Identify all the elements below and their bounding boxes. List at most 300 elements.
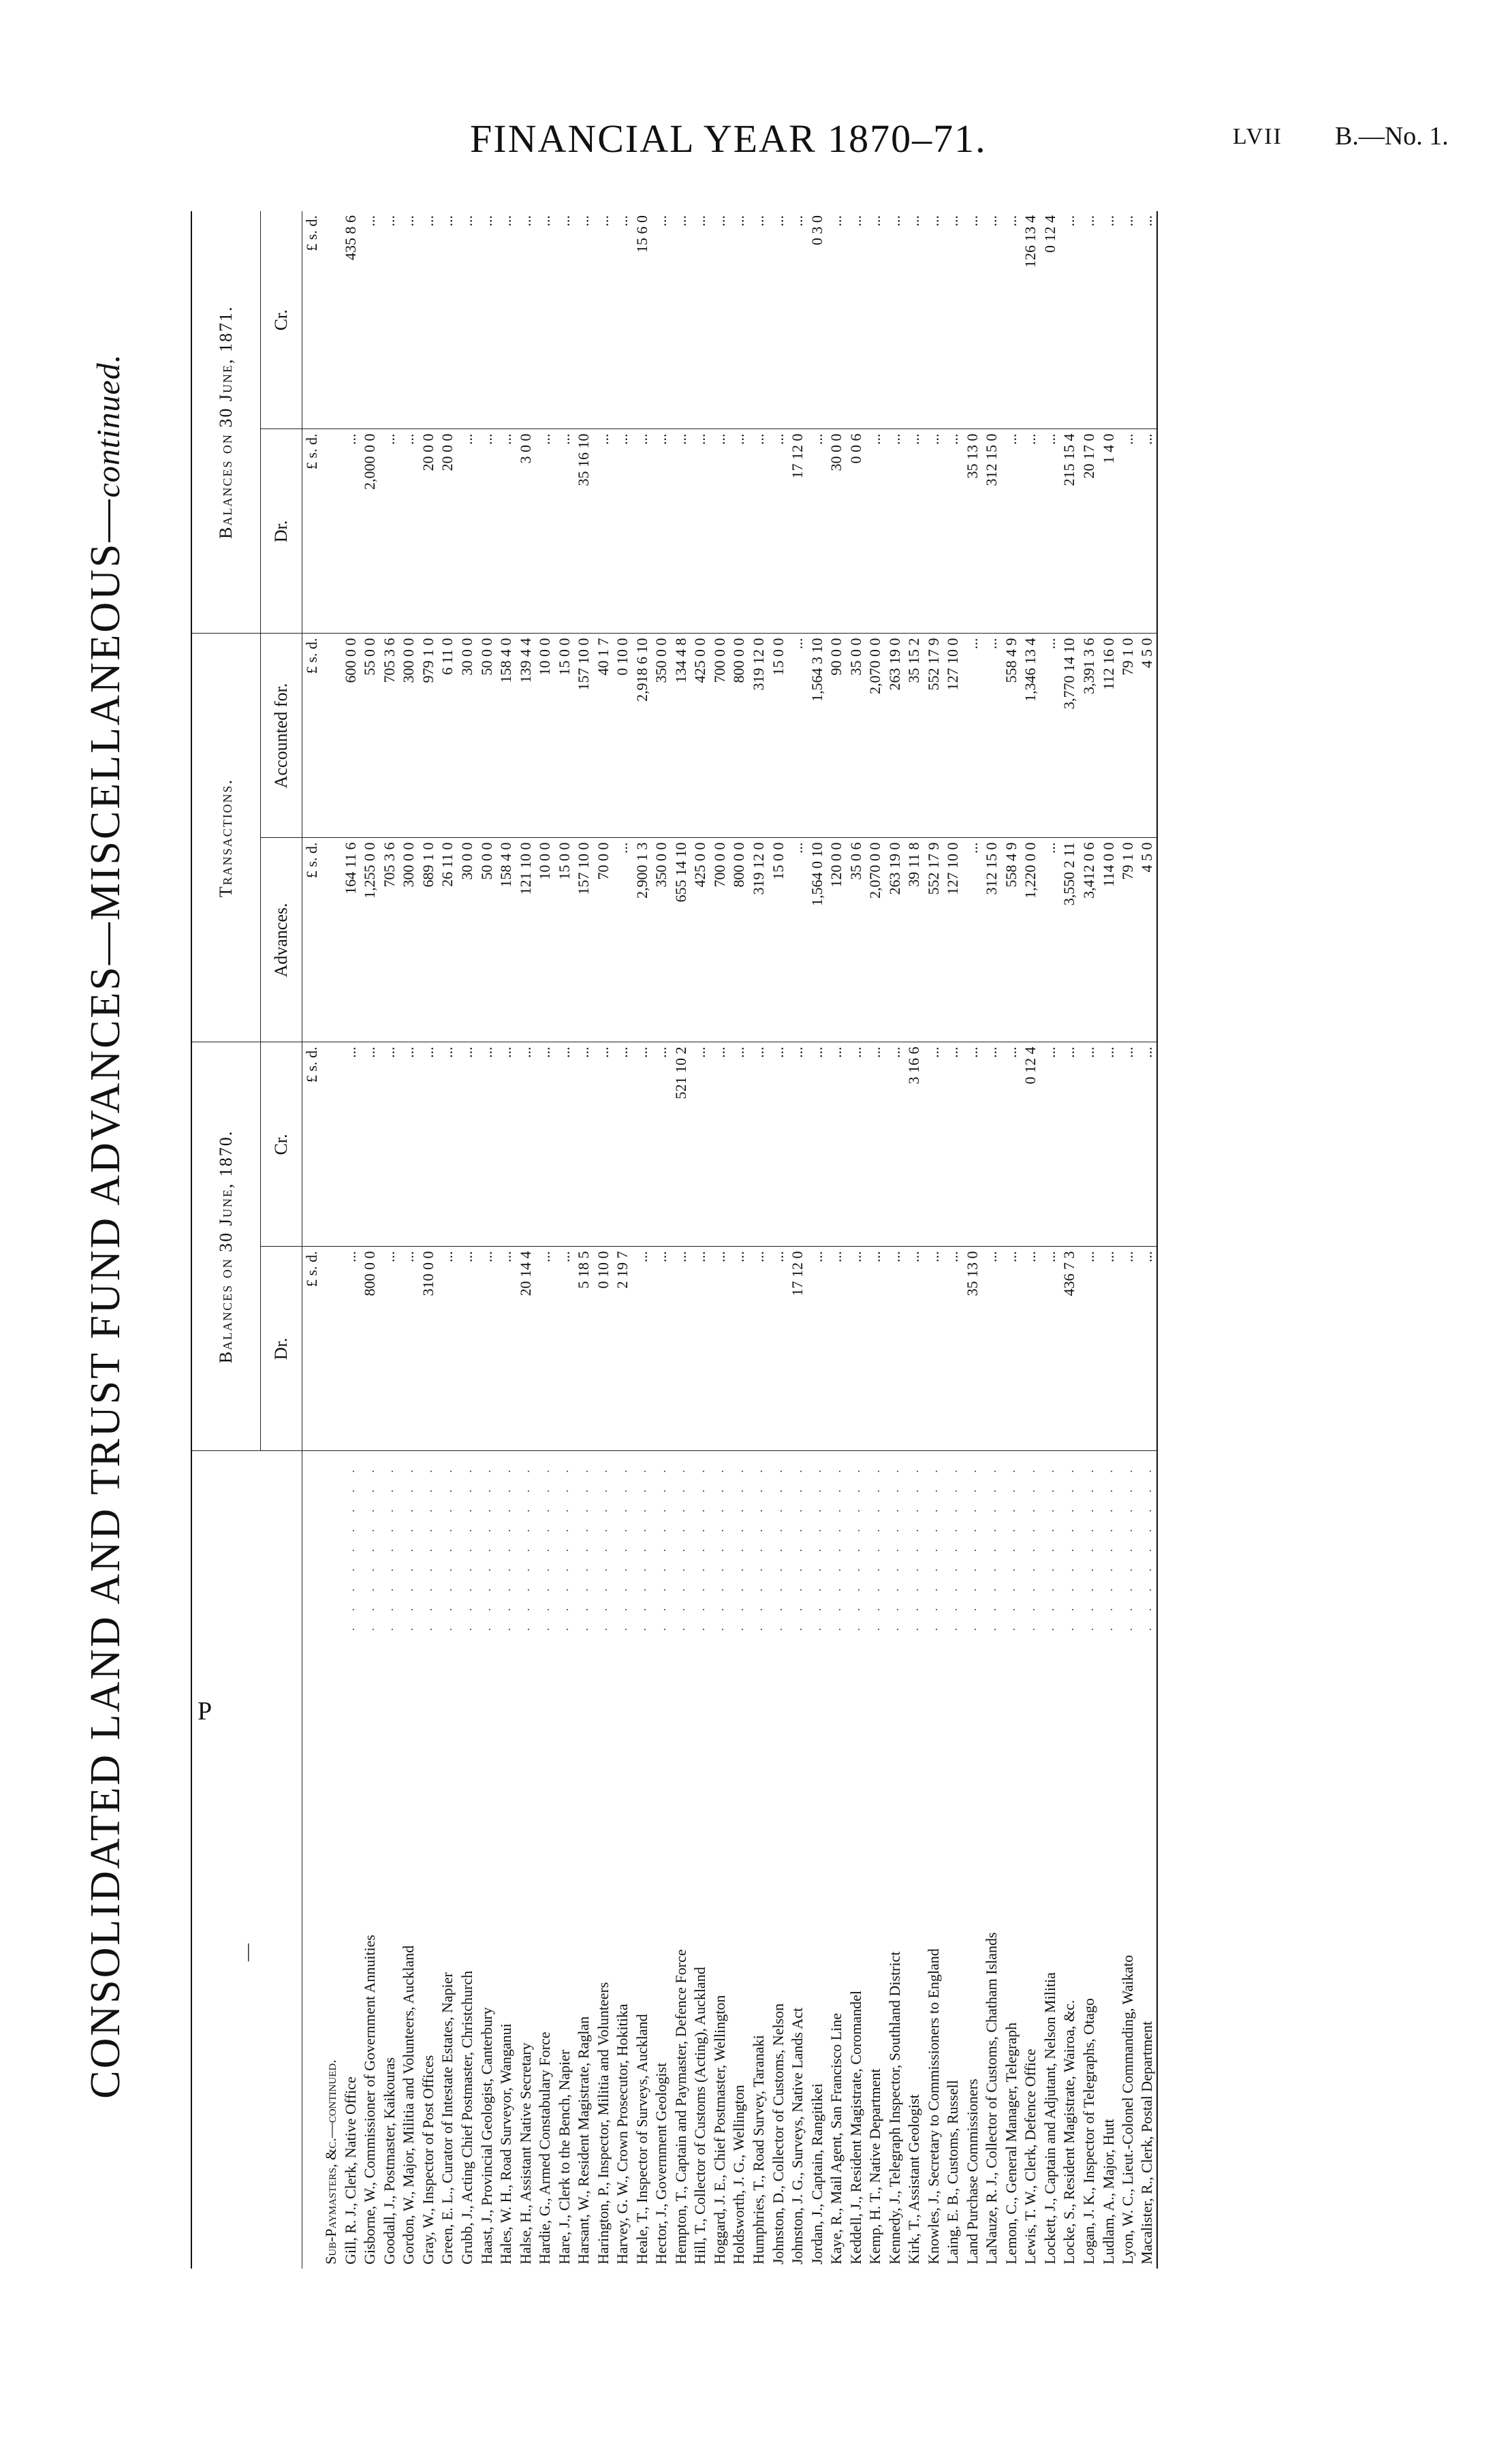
- cr-1871-cell: ...: [768, 211, 788, 429]
- table-row: [885, 211, 904, 2269]
- accounted-cell: 300 0 0: [399, 634, 419, 838]
- cr-1870-cell: ...: [497, 1042, 516, 1247]
- advances-cell: 158 4 0: [497, 838, 516, 1042]
- leader-dots: . . . . . . . . .: [1004, 1463, 1018, 1631]
- table-row: [749, 211, 769, 2269]
- leader-dots: . . . . . . . . .: [790, 1463, 804, 1631]
- advances-cell: 705 3 6: [380, 838, 400, 1042]
- cr-1870-cell: 0 12 4: [1021, 1042, 1041, 1247]
- leader-dots: . . . . . . . . .: [615, 1463, 629, 1631]
- leader-dots: . . . . . . . . .: [518, 1463, 533, 1631]
- table-row: [924, 211, 944, 2269]
- cr-1871-cell: ...: [593, 211, 613, 429]
- accounted-cell: 705 3 6: [380, 634, 400, 838]
- dr-1870-cell: ...: [943, 1247, 963, 1451]
- dr-1871-cell: ...: [341, 429, 361, 634]
- row-name: Jordan, J., Captain, Rangitikei: [808, 2083, 825, 2264]
- dr-1871-cell: 30 0 0: [827, 429, 847, 634]
- dr-1871-cell: ...: [1021, 429, 1041, 634]
- table-row: [1137, 211, 1157, 2269]
- dr-1871-cell: ...: [691, 429, 710, 634]
- cr-1870-cell: ...: [1137, 1042, 1157, 1247]
- cr-1871-cell: ...: [438, 211, 458, 429]
- dr-1870-cell: ...: [554, 1247, 574, 1451]
- dr-1870-cell: 436 7 3: [1060, 1247, 1080, 1451]
- dr-1870-cell: 5 18 5: [574, 1247, 594, 1451]
- row-name: Harington, P., Inspector, Militia and Volunteers: [594, 1982, 612, 2264]
- cr-1871-cell: ...: [1002, 211, 1022, 429]
- cr-1870-cell: ...: [827, 1042, 847, 1247]
- leader-dots: . . . . . . . . .: [479, 1463, 494, 1631]
- advances-cell: 120 0 0: [827, 838, 847, 1042]
- cr-1870-cell: ...: [924, 1042, 944, 1247]
- advances-cell: 655 14 10: [672, 838, 691, 1042]
- leader-dots: . . . . . . . . .: [1043, 1463, 1057, 1631]
- cr-1871-cell: ...: [866, 211, 885, 429]
- accounted-cell: 558 4 9: [1002, 634, 1022, 838]
- cr-1871-cell: ...: [419, 211, 439, 429]
- section-row: [321, 211, 341, 2269]
- dr-1870-cell: ...: [827, 1247, 847, 1451]
- cr-1870-cell: ...: [982, 1042, 1002, 1247]
- cr-1871-cell: ...: [574, 211, 594, 429]
- accounted-cell: 1,346 13 4: [1021, 634, 1041, 838]
- accounted-cell: 800 0 0: [729, 634, 749, 838]
- accounted-cell: 40 1 7: [593, 634, 613, 838]
- dr-1871-cell: ...: [554, 429, 574, 634]
- cr-1871-cell: ...: [1118, 211, 1138, 429]
- advances-cell: 114 0 0: [1099, 838, 1118, 1042]
- leader-dots: . . . . . . . . .: [674, 1463, 688, 1631]
- table-row: [1021, 211, 1041, 2269]
- advances-cell: 15 0 0: [554, 838, 574, 1042]
- cr-1870-cell: ...: [399, 1042, 419, 1247]
- cr-1870-cell: ...: [729, 1042, 749, 1247]
- leader-dots: . . . . . . . . .: [557, 1463, 571, 1631]
- cr-1871-cell: ...: [672, 211, 691, 429]
- table-row: [399, 211, 419, 2269]
- table-row: [807, 211, 827, 2269]
- leader-dots: . . . . . . . . .: [1023, 1463, 1037, 1631]
- row-name: Logan, J. K., Inspector of Telegraphs, Otago: [1080, 1998, 1098, 2264]
- accounted-cell: 139 4 4: [516, 634, 535, 838]
- dr-1870-cell: 310 0 0: [419, 1247, 439, 1451]
- dr-1870-cell: ...: [904, 1247, 924, 1451]
- advances-cell: 164 11 6: [341, 838, 361, 1042]
- accounted-cell: 700 0 0: [710, 634, 730, 838]
- table-row: [866, 211, 885, 2269]
- dr-1871-cell: ...: [768, 429, 788, 634]
- dr-1870-cell: ...: [807, 1247, 827, 1451]
- signature-mark: P: [198, 1697, 212, 1726]
- leader-dots: . . . . . . . . .: [421, 1463, 435, 1631]
- dr-1871-cell: 35 13 0: [963, 429, 983, 634]
- cr-1871-cell: 0 12 4: [1041, 211, 1060, 429]
- cr-1871-cell: 0 3 0: [807, 211, 827, 429]
- table-row: [1060, 211, 1080, 2269]
- dr-1871-cell: ...: [1137, 429, 1157, 634]
- name-column-header: —: [191, 1635, 302, 2269]
- cr-1870-cell: ...: [613, 1042, 633, 1247]
- row-name: Holdsworth, J. G., Wellington: [730, 2085, 748, 2264]
- dr-1870-cell: ...: [477, 1247, 497, 1451]
- cr-1870-cell: ...: [516, 1042, 535, 1247]
- leader-dots: . . . . . . . . .: [499, 1463, 513, 1631]
- accounted-cell: 2,918 6 10: [633, 634, 652, 838]
- advances-cell: 26 11 0: [438, 838, 458, 1042]
- accounted-cell: ...: [1041, 634, 1060, 838]
- dr-1870-cell: ...: [438, 1247, 458, 1451]
- table-row: [846, 211, 866, 2269]
- table-row: [1099, 211, 1118, 2269]
- table-row: [516, 211, 535, 2269]
- cr-1871-cell: ...: [729, 211, 749, 429]
- dr-1871-cell: 0 0 6: [846, 429, 866, 634]
- row-name: LaNauze, R. J., Collector of Customs, Chatham Islands: [983, 1932, 1001, 2264]
- accounted-cell: 15 0 0: [768, 634, 788, 838]
- table-row: [419, 211, 439, 2269]
- dr-1870-cell: ...: [1137, 1247, 1157, 1451]
- accounted-cell: ...: [963, 634, 983, 838]
- leader-dots: . . . . . . . . .: [537, 1463, 552, 1631]
- dr-1870-cell: 35 13 0: [963, 1247, 983, 1451]
- advances-cell: 700 0 0: [710, 838, 730, 1042]
- cr-1870-cell: ...: [458, 1042, 477, 1247]
- advances-cell: ...: [1041, 838, 1060, 1042]
- accounted-cell: 1,564 3 10: [807, 634, 827, 838]
- accounted-cell: 90 0 0: [827, 634, 847, 838]
- row-name: Gisborne, W., Commissioner of Government Annuities: [361, 1935, 379, 2264]
- dr-1871-cell: ...: [885, 429, 904, 634]
- cr-1870-cell: ...: [593, 1042, 613, 1247]
- cr-1870-cell: ...: [943, 1042, 963, 1247]
- accounted-cell: 10 0 0: [535, 634, 555, 838]
- advances-cell: 319 12 0: [749, 838, 769, 1042]
- cr-1871-cell: ...: [885, 211, 904, 429]
- leader-dots: . . . . . . . . .: [460, 1463, 474, 1631]
- table-row: [535, 211, 555, 2269]
- cr-1871-cell: ...: [399, 211, 419, 429]
- table-row: [729, 211, 749, 2269]
- row-name: Lewis, T. W., Clerk, Defence Office: [1022, 2048, 1039, 2264]
- dr-1871-cell: ...: [477, 429, 497, 634]
- leader-dots: . . . . . . . . .: [731, 1463, 746, 1631]
- dr-1871-cell: 3 0 0: [516, 429, 535, 634]
- dr-1870-cell: ...: [672, 1247, 691, 1451]
- page-title: FINANCIAL YEAR 1870–71.: [470, 116, 987, 161]
- table-row: [380, 211, 400, 2269]
- cr-1871-cell: 126 13 4: [1021, 211, 1041, 429]
- row-name: Land Purchase Commissioners: [963, 2078, 981, 2264]
- cr-1870-cell: ...: [749, 1042, 769, 1247]
- leader-dots: . . . . . . . . .: [401, 1463, 415, 1631]
- advances-cell: 2,070 0 0: [866, 838, 885, 1042]
- row-name: Kirk, T., Assistant Geologist: [905, 2094, 923, 2264]
- row-name: Laing, E. B., Customs, Russell: [944, 2080, 962, 2264]
- cr-1871-cell: 435 8 6: [341, 211, 361, 429]
- ledger-table: [191, 211, 1158, 2269]
- row-name: Harvey, G. W., Crown Prosecutor, Hokitika: [614, 2004, 631, 2264]
- table-row: [904, 211, 924, 2269]
- dr-1870-cell: ...: [1118, 1247, 1138, 1451]
- leader-dots: . . . . . . . . .: [1120, 1463, 1135, 1631]
- row-name: Lyon, W. C., Lieut.-Colonel Commanding, Waikato: [1119, 1954, 1137, 2264]
- dr-1870-cell: ...: [458, 1247, 477, 1451]
- row-name: Heale, T., Inspector of Surveys, Auckland: [633, 2014, 650, 2264]
- leader-dots: . . . . . . . . .: [654, 1463, 668, 1631]
- advances-cell: 157 10 0: [574, 838, 594, 1042]
- table-row: [1041, 211, 1060, 2269]
- dr-1870-cell: ...: [399, 1247, 419, 1451]
- row-name: Macalister, R., Clerk, Postal Department: [1138, 2021, 1156, 2264]
- table-row: [458, 211, 477, 2269]
- advances-cell: 4 5 0: [1137, 838, 1157, 1042]
- advances-cell: 3,412 0 6: [1080, 838, 1099, 1042]
- dr-1871-cell: 1 4 0: [1099, 429, 1118, 634]
- accounted-cell: 6 11 0: [438, 634, 458, 838]
- cr-1871-cell: ...: [477, 211, 497, 429]
- dr-1871-cell: 20 17 0: [1080, 429, 1099, 634]
- dr-1871-cell: 312 15 0: [982, 429, 1002, 634]
- accounted-cell: 30 0 0: [458, 634, 477, 838]
- accounted-cell: 50 0 0: [477, 634, 497, 838]
- cr-1870-header: Cr.: [261, 1042, 302, 1247]
- dr-1870-cell: 800 0 0: [360, 1247, 380, 1451]
- advances-cell: 30 0 0: [458, 838, 477, 1042]
- row-name: Hempton, T., Captain and Paymaster, Defence Force: [672, 1949, 689, 2264]
- dr-1870-cell: ...: [691, 1247, 710, 1451]
- dr-1870-cell: ...: [1041, 1247, 1060, 1451]
- accounted-cell: 4 5 0: [1137, 634, 1157, 838]
- accounted-cell: 0 10 0: [613, 634, 633, 838]
- table-title-suffix: continued.: [91, 354, 127, 498]
- cr-1871-cell: 15 6 0: [633, 211, 652, 429]
- cr-1870-cell: ...: [885, 1042, 904, 1247]
- currency-label: £ s. d.: [302, 1247, 322, 1451]
- leader-dots: . . . . . . . . .: [926, 1463, 941, 1631]
- accounted-cell: 15 0 0: [554, 634, 574, 838]
- cr-1870-cell: ...: [633, 1042, 652, 1247]
- dr-1871-cell: ...: [943, 429, 963, 634]
- leader-dots: . . . . . . . . .: [1139, 1463, 1154, 1631]
- cr-1871-cell: ...: [846, 211, 866, 429]
- dr-1870-cell: ...: [885, 1247, 904, 1451]
- leader-dots: . . . . . . . . .: [887, 1463, 902, 1631]
- table-title: [82, 163, 129, 2289]
- cr-1870-cell: ...: [574, 1042, 594, 1247]
- accounted-cell: 263 19 0: [885, 634, 904, 838]
- dr-1871-cell: ...: [535, 429, 555, 634]
- row-name: Keddell, J., Resident Magistrate, Coromandel: [847, 1990, 864, 2264]
- cr-1871-cell: ...: [458, 211, 477, 429]
- cr-1871-cell: ...: [963, 211, 983, 429]
- cr-1870-cell: ...: [419, 1042, 439, 1247]
- accounted-cell: 600 0 0: [341, 634, 361, 838]
- accounted-cell: 158 4 0: [497, 634, 516, 838]
- leader-dots: . . . . . . . . .: [596, 1463, 610, 1631]
- advances-cell: 2,900 1 3: [633, 838, 652, 1042]
- row-name: Lockett, J., Captain and Adjutant, Nelson Militia: [1041, 1972, 1058, 2264]
- dr-1871-cell: ...: [1002, 429, 1022, 634]
- cr-1870-cell: ...: [963, 1042, 983, 1247]
- cr-1871-cell: ...: [360, 211, 380, 429]
- table-row: [633, 211, 652, 2269]
- currency-label: £ s. d.: [302, 1042, 322, 1247]
- dr-1871-cell: ...: [710, 429, 730, 634]
- dr-1871-cell: ...: [807, 429, 827, 634]
- advances-cell: 1,220 0 0: [1021, 838, 1041, 1042]
- table-row: [554, 211, 574, 2269]
- dr-1870-cell: ...: [497, 1247, 516, 1451]
- accounted-cell: 350 0 0: [652, 634, 672, 838]
- cr-1871-cell: ...: [1099, 211, 1118, 429]
- leader-dots: . . . . . . . . .: [1082, 1463, 1096, 1631]
- dr-1870-cell: ...: [729, 1247, 749, 1451]
- rotated-table-block: [82, 163, 1253, 2289]
- table-title-main: CONSOLIDATED LAND AND TRUST FUND ADVANCES—MISCELLANEOUS—: [82, 497, 129, 2099]
- cr-1870-cell: ...: [691, 1042, 710, 1247]
- dr-1871-cell: 20 0 0: [438, 429, 458, 634]
- dr-1871-cell: ...: [1118, 429, 1138, 634]
- dr-1870-cell: ...: [380, 1247, 400, 1451]
- accounted-cell: 112 16 0: [1099, 634, 1118, 838]
- table-row: [593, 211, 613, 2269]
- cr-1871-cell: ...: [1137, 211, 1157, 429]
- dr-1871-cell: ...: [652, 429, 672, 634]
- leader-dots: . . . . . . . . .: [693, 1463, 707, 1631]
- dr-1870-cell: ...: [924, 1247, 944, 1451]
- page-number: LVII: [1233, 124, 1282, 149]
- dr-1870-cell: ...: [982, 1247, 1002, 1451]
- dr-1871-cell: ...: [749, 429, 769, 634]
- dr-1870-cell: ...: [341, 1247, 361, 1451]
- row-name: Hardie, G., Armed Constabulary Force: [536, 2031, 554, 2264]
- table-row: [497, 211, 516, 2269]
- cr-1870-cell: ...: [710, 1042, 730, 1247]
- row-name: Gordon, W., Major, Militia and Volunteers, Auckland: [400, 1945, 418, 2264]
- cr-1871-cell: ...: [691, 211, 710, 429]
- table-row: [477, 211, 497, 2269]
- cr-1871-cell: ...: [943, 211, 963, 429]
- dr-1870-cell: 20 14 4: [516, 1247, 535, 1451]
- leader-dots: . . . . . . . . .: [712, 1463, 727, 1631]
- paper-reference: B.—No. 1.: [1335, 122, 1449, 151]
- row-name: Kennedy, J., Telegraph Inspector, Southland District: [885, 1951, 903, 2264]
- cr-1871-cell: ...: [710, 211, 730, 429]
- row-name: Hill, T., Collector of Customs (Acting), Auckland: [691, 1967, 709, 2264]
- advances-cell: 552 17 9: [924, 838, 944, 1042]
- advances-cell: 425 0 0: [691, 838, 710, 1042]
- dr-1871-cell: ...: [633, 429, 652, 634]
- row-name: Halse, H., Assistant Native Secretary: [516, 2042, 534, 2264]
- cr-1871-cell: ...: [652, 211, 672, 429]
- table-row: [438, 211, 458, 2269]
- row-name: Johnston, D., Collector of Customs, Nelson: [769, 2003, 787, 2264]
- advances-cell: 39 11 8: [904, 838, 924, 1042]
- dr-1870-cell: ...: [846, 1247, 866, 1451]
- dr-1870-cell: ...: [749, 1247, 769, 1451]
- currency-label: £ s. d.: [302, 838, 322, 1042]
- leader-dots: . . . . . . . . .: [984, 1463, 998, 1631]
- row-name: Grubb, J., Acting Chief Postmaster, Christchurch: [458, 1970, 476, 2264]
- leader-column-header: [191, 1451, 302, 1635]
- accounted-cell: 127 10 0: [943, 634, 963, 838]
- dr-1870-cell: ...: [1099, 1247, 1118, 1451]
- cr-1870-cell: ...: [1060, 1042, 1080, 1247]
- row-name: Gill, R. J., Clerk, Native Office: [341, 2076, 359, 2264]
- accounted-cell: 157 10 0: [574, 634, 594, 838]
- leader-dots: . . . . . . . . .: [771, 1463, 785, 1631]
- leader-dots: . . . . . . . . .: [965, 1463, 979, 1631]
- dr-1870-cell: ...: [1021, 1247, 1041, 1451]
- advances-header: Advances.: [261, 838, 302, 1042]
- advances-cell: 35 0 6: [846, 838, 866, 1042]
- dr-1871-cell: ...: [593, 429, 613, 634]
- cr-1871-cell: ...: [788, 211, 808, 429]
- row-name: Knowles, J., Secretary to Commissioners to England: [924, 1948, 942, 2264]
- dr-1870-cell: ...: [652, 1247, 672, 1451]
- cr-1870-cell: ...: [380, 1042, 400, 1247]
- row-name: Hales, W. H., Road Surveyor, Wanganui: [497, 2023, 515, 2264]
- cr-1870-cell: ...: [1002, 1042, 1022, 1247]
- leader-dots: . . . . . . . . .: [1101, 1463, 1116, 1631]
- advances-cell: ...: [963, 838, 983, 1042]
- balances-1871-header: Balances on 30 June, 1871.: [191, 211, 261, 634]
- advances-cell: 79 1 0: [1118, 838, 1138, 1042]
- leader-dots: . . . . . . . . .: [829, 1463, 843, 1631]
- row-name: Green, E. L., Curator of Intestate Estates, Napier: [439, 1972, 456, 2264]
- dr-1871-header: Dr.: [261, 429, 302, 634]
- dr-1870-cell: 0 10 0: [593, 1247, 613, 1451]
- cr-1871-cell: ...: [1060, 211, 1080, 429]
- cr-1870-cell: ...: [360, 1042, 380, 1247]
- cr-1870-cell: ...: [554, 1042, 574, 1247]
- dr-1871-cell: 35 16 10: [574, 429, 594, 634]
- advances-cell: 312 15 0: [982, 838, 1002, 1042]
- table-row: [341, 211, 361, 2269]
- table-row: [943, 211, 963, 2269]
- cr-1871-cell: ...: [535, 211, 555, 429]
- accounted-cell: 35 15 2: [904, 634, 924, 838]
- dr-1871-cell: 20 0 0: [419, 429, 439, 634]
- cr-1871-cell: ...: [613, 211, 633, 429]
- row-name: Johnston, J. G., Surveys, Native Lands Act: [789, 2007, 806, 2264]
- dr-1870-cell: ...: [710, 1247, 730, 1451]
- advances-cell: 10 0 0: [535, 838, 555, 1042]
- dr-1871-cell: ...: [729, 429, 749, 634]
- leader-dots: . . . . . . . . .: [362, 1463, 377, 1631]
- accounted-cell: ...: [982, 634, 1002, 838]
- advances-cell: 70 0 0: [593, 838, 613, 1042]
- cr-1870-cell: ...: [1041, 1042, 1060, 1247]
- row-name: Goodall, J., Postmaster, Kaikouras: [380, 2057, 398, 2264]
- cr-1870-cell: ...: [535, 1042, 555, 1247]
- leader-dots: . . . . . . . . .: [945, 1463, 960, 1631]
- table-row: [672, 211, 691, 2269]
- row-name: Locke, S., Resident Magistrate, Wairoa, &c.: [1060, 1999, 1078, 2264]
- accounted-cell: 3,391 3 6: [1080, 634, 1099, 838]
- row-name: Kemp, H. T., Native Department: [866, 2068, 884, 2264]
- page-header: [0, 109, 1512, 163]
- advances-cell: ...: [788, 838, 808, 1042]
- accounted-cell: 79 1 0: [1118, 634, 1138, 838]
- table-row: [613, 211, 633, 2269]
- table-row: [1118, 211, 1138, 2269]
- cr-1870-cell: ...: [652, 1042, 672, 1247]
- currency-row: [302, 211, 322, 2269]
- table-row: [1080, 211, 1099, 2269]
- cr-1871-cell: ...: [497, 211, 516, 429]
